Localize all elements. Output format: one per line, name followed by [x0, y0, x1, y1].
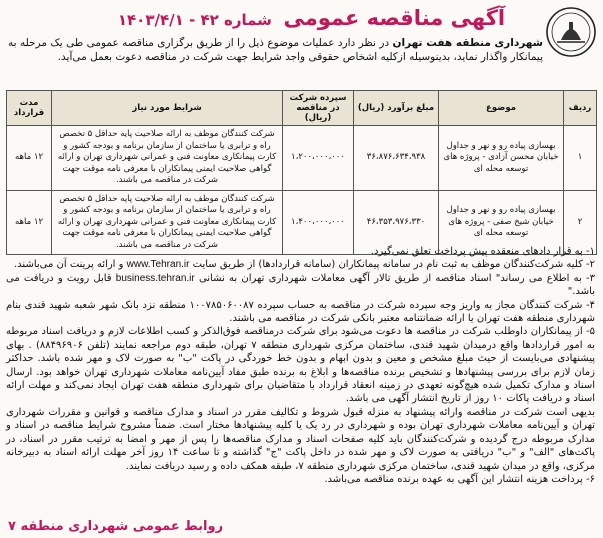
rule-1: ۱- به قرار دادهای منعقده پیش پرداخت تعلق نمی‌گیرد.: [370, 246, 595, 257]
cell-duration: ۱۲ ماهه: [7, 126, 52, 191]
rule-2-end: و ارائه پرینت آن می‌باشند.: [14, 259, 127, 271]
conditions-text: [6, 245, 595, 486]
col-deposit: سپرده شرکت در مناقصه (ریال): [283, 91, 354, 126]
cell-conditions: شرکت کنندگان موظف به ارائه صلاحیت پایه حداقل ۵ تخصص راه و ترابری یا ساختمان از سازمان برنامه و بودجه کشور و کارت پیمانکاری معاونت فنی و عمرانی شهرداری تهران و ارائه گواهی صلاحیت ایمنی پیمانکاران با معرفی نامه موقت جهت شرکت در مناقصه می باشند.: [52, 126, 283, 191]
tehran-site-link[interactable]: www.Tehran.ir: [126, 259, 190, 271]
col-estimate: مبلغ برآورد (ریال): [354, 91, 439, 126]
intro-municipality: شهرداری منطقه هفت تهران: [392, 37, 543, 49]
col-row: ردیف: [564, 91, 597, 126]
cell-estimate: ۳۶،۸۷۶،۶۳۴،۹۳۸: [354, 126, 439, 191]
intro-paragraph: [8, 37, 543, 64]
rule-3: [6, 272, 595, 299]
tender-table: [6, 90, 597, 255]
cell-topic: بهسازی پیاده رو و نهر و جداول خیابان شیخ صفی - پروژه های توسعه محله ای: [439, 190, 564, 255]
cell-row: ۱: [564, 126, 597, 191]
cell-deposit: ۱،۲۰۰،۰۰۰،۰۰۰: [283, 126, 354, 191]
cell-topic: بهسازی پیاده رو و نهر و جداول خیابان محسن آزادی - پروژه های توسعه محله ای: [439, 126, 564, 191]
title-text: آگهی مناقصه عمومی: [283, 6, 506, 30]
cell-conditions: شرکت کنندگان موظف به ارائه صلاحیت پایه حداقل ۵ تخصص راه و ترابری یا ساختمان از سازمان برنامه و بودجه کشور و کارت پیمانکاری معاونت فنی و عمرانی شهرداری تهران و ارائه گواهی صلاحیت ایمنی پیمانکاران با معرفی نامه موقت جهت شرکت در مناقصه می باشند.: [52, 190, 283, 255]
public-relations-signature: روابط عمومی شهرداری منطقه ۷: [8, 519, 224, 534]
rule-2-text: ۲- کلیه شرکت‌کنندگان موظف به ثبت نام در سامانه پیمانکاران (سامانه قراردادها) از طریق سایت: [189, 259, 595, 271]
notice-title: [100, 6, 523, 30]
business-site-link[interactable]: business.tehran.ir: [115, 272, 195, 284]
rule-3-end: قابل رویت و دریافت می باشد.": [6, 272, 595, 298]
rule-5: ۵- از پیمانکاران داوطلب شرکت در مناقصه ها دعوت می‌شود برای شرکت درمناقصه فوق‌الذکر و کسب اطلاعات لازم و دریافت اسناد مربوطه به امور قراردادها واقع درمیدان شهید قندی، ساختمان مرکزی شهرداری منطقه ۷ تهران، طبقه دوم مراجعه نمایند (تلفن ۸۸۴۹۶۹۰۶) . بهای پیشنهادی می‌بایست از حیث مبلغ مشخص و معین و بدون ابهام و بدون خط خوردگی در پاکت "ب" به صورت لاک و مهر شده باشد. حداکثر زمان لازم برای بررسی پیشنهادها و تشخیص برنده مناقصه‌ها و ابلاغ به برنده طبق مفاد آیین‌نامه معاملات شهرداری تهران خواهد بود. ارسال اسناد و مدارک تکمیل شده هیچ‌گونه تعهدی در زمینه انعقاد قرارداد با متقاضیان برای شهرداری منطقه هفت تهران ایجاد نمی‌کند و مهلت ارائه اسناد و دریافت پاکات ۱۰ روز از تاریخ انتشار آگهی می باشد.: [6, 326, 595, 405]
table-row: [7, 126, 597, 191]
table-header-row: [7, 91, 597, 126]
cell-row: ۲: [564, 190, 597, 255]
cell-estimate: ۴۶،۳۵۳،۹۷۶،۳۳۰: [354, 190, 439, 255]
tehran-municipality-logo: [545, 6, 597, 58]
intro-text: در نظر دارد عملیات موضوع ذیل را از طریق برگزاری مناقصه عمومی طی یک مرحله به پیمانکار واگذار نماید، بدینوسیله ازکلیه اشخاص حقوقی واجد شرایط جهت شرکت در مناقصه دعوت بعمل می‌آید.: [8, 37, 543, 63]
rule-6: ۶- پرداخت هزینه انتشار این آگهی به عهده برنده مناقصه می‌باشد.: [324, 473, 595, 485]
rule-2: [6, 258, 595, 271]
col-topic: موضوع: [439, 91, 564, 126]
cell-deposit: ۱،۴۰۰،۰۰۰،۰۰۰: [283, 190, 354, 255]
notice-header: [0, 4, 603, 63]
notice-number: شماره ۴۲ - ۱۴۰۳/۴/۱: [117, 11, 272, 29]
rule-3-text: ۳- به اطلاع می رساند" اسناد مناقصه از طریق تالار آگهی معاملات شهرداری تهران به نشانی: [194, 272, 595, 284]
col-conditions: شرایط مورد نیاز: [52, 91, 283, 126]
rule-note: بدیهی است شرکت در مناقصه وارائه پیشنهاد به منزله قبول شروط و تکالیف مقرر در اسناد و مدارک مناقصه و قوانین و مقررات شهرداری تهران و آیین‌نامه معاملات شهرداری تهران بوده و شهرداری در رد یک یا کلیه پیشنهادها مختار است. ضمناً مشروح شرایط مناقصه در اسناد و مدارک مربوطه درج گردیده و شرکت‌کنندگان باید کلیه صفحات اسناد و مدارک مناقصه‌ها را پس از مهر و امضا به ترتیب مقرر در اسناد، در پاکت‌های "الف" و "ب" دریافتی به صورت لاک و مهر شده در داخل پاکت "ج" گذاشته و تا ساعت ۱۴ روز آخر مهلت ارائه اسناد به دبیرخانه مرکزی، واقع در میدان شهید قندی، ساختمان مرکزی شهرداری منطقه ۷، طبقه همکف داده و رسید دریافت نمایند.: [6, 406, 595, 472]
rule-4: ۴- شرکت کنندگان مجاز به واریز وجه سپرده شرکت در مناقصه به حساب سپرده ۱۰۰۷۸۵۰۶۰۰۸۷ منطقه نزد بانک شهر شعبه شهید قندی بنام شهرداری منطقه هفت تهران یا ارائه ضمانتنامه معتبر بانکی شرکت در مناقصه می باشند.: [6, 299, 596, 325]
cell-duration: ۱۲ ماهه: [7, 190, 52, 255]
col-duration: مدت قرارداد: [7, 91, 52, 126]
